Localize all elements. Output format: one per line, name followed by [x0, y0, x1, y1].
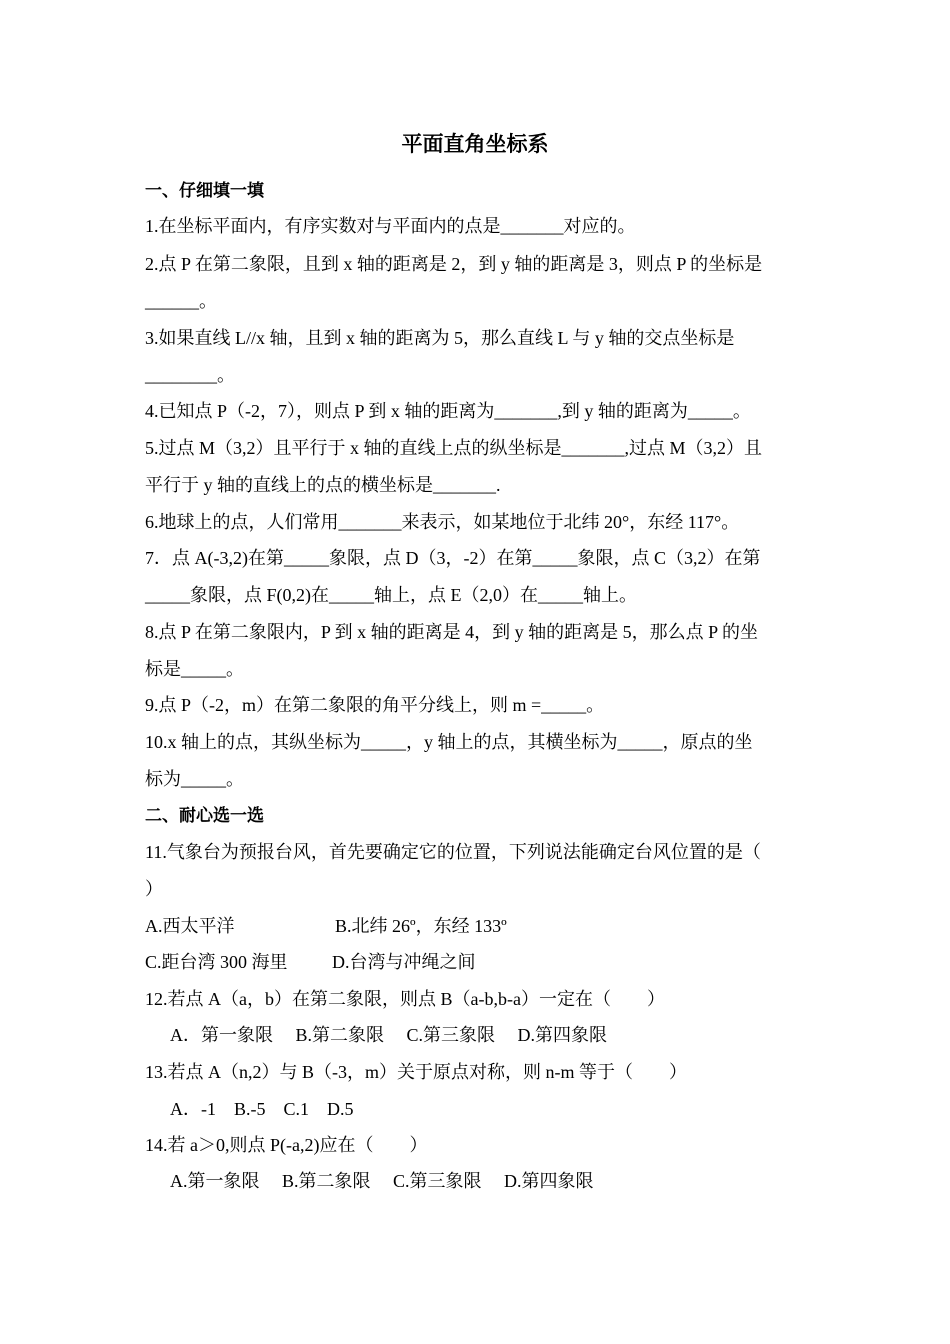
question-line: ______。: [145, 291, 217, 311]
question-line: ________。: [145, 365, 235, 385]
question-line: 9.点 P（-2，m）在第二象限的角平分线上，则 m =_____。: [145, 695, 605, 715]
option-c: C.距台湾 300 海里: [145, 952, 288, 972]
question-11-stem-end: ）: [145, 879, 163, 899]
question-line: 3.如果直线 L//x 轴，且到 x 轴的距离为 5，那么直线 L 与 y 轴的交点坐标是: [145, 328, 735, 348]
question-11-options-row2: [145, 951, 476, 973]
question-line: 平行于 y 轴的直线上的点的横坐标是_______.: [145, 475, 501, 495]
question-line: 标为_____。: [145, 769, 244, 789]
option-a: A.西太平洋: [145, 916, 235, 936]
question-12-options: A．第一象限 B.第二象限 C.第三象限 D.第四象限: [170, 1025, 608, 1045]
question-11-options-row1: [145, 915, 507, 937]
option-d: D.台湾与冲绳之间: [332, 952, 476, 972]
question-11-stem: 11.气象台为预报台风，首先要确定它的位置，下列说法能确定台风位置的是（: [145, 842, 761, 862]
question-line: 4.已知点 P（-2，7），则点 P 到 x 轴的距离为_______,到 y 轴的距离为_____。: [145, 401, 751, 421]
section-heading-choice: 二、耐心选一选: [145, 806, 264, 826]
section-heading-fill-in: 一、仔细填一填: [145, 181, 264, 201]
question-14-stem: 14.若 a＞0,则点 P(-a,2)应在（ ）: [145, 1135, 428, 1155]
question-13-options: A．-1 B.-5 C.1 D.5: [170, 1099, 354, 1119]
question-line: 1.在坐标平面内，有序实数对与平面内的点是_______对应的。: [145, 216, 636, 236]
question-line: 8.点 P 在第二象限内，P 到 x 轴的距离是 4，到 y 轴的距离是 5，那么点 P 的坐: [145, 622, 759, 642]
question-line: 6.地球上的点，人们常用_______来表示，如某地位于北纬 20°，东经 117°。: [145, 512, 740, 532]
page-title: 平面直角坐标系: [401, 132, 549, 156]
question-14-options: A.第一象限 B.第二象限 C.第三象限 D.第四象限: [170, 1171, 594, 1191]
question-line: 10.x 轴上的点，其纵坐标为_____，y 轴上的点，其横坐标为_____，原点的坐: [145, 732, 753, 752]
question-line: 7．点 A(-3,2)在第_____象限，点 D（3，-2）在第_____象限，点 C（3,2）在第: [145, 548, 761, 568]
option-b: B.北纬 26º，东经 133º: [335, 916, 507, 936]
question-line: 标是_____。: [145, 659, 244, 679]
question-13-stem: 13.若点 A（n,2）与 B（-3，m）关于原点对称，则 n-m 等于（ ）: [145, 1062, 687, 1082]
question-line: 5.过点 M（3,2）且平行于 x 轴的直线上点的纵坐标是_______,过点 M（3,2）且: [145, 438, 763, 458]
question-12-stem: 12.若点 A（a，b）在第二象限，则点 B（a-b,b-a）一定在（ ）: [145, 989, 665, 1009]
question-line: _____象限，点 F(0,2)在_____轴上，点 E（2,0）在_____轴上。: [145, 585, 637, 605]
question-line: 2.点 P 在第二象限，且到 x 轴的距离是 2，到 y 轴的距离是 3，则点 P 的坐标是: [145, 254, 763, 274]
